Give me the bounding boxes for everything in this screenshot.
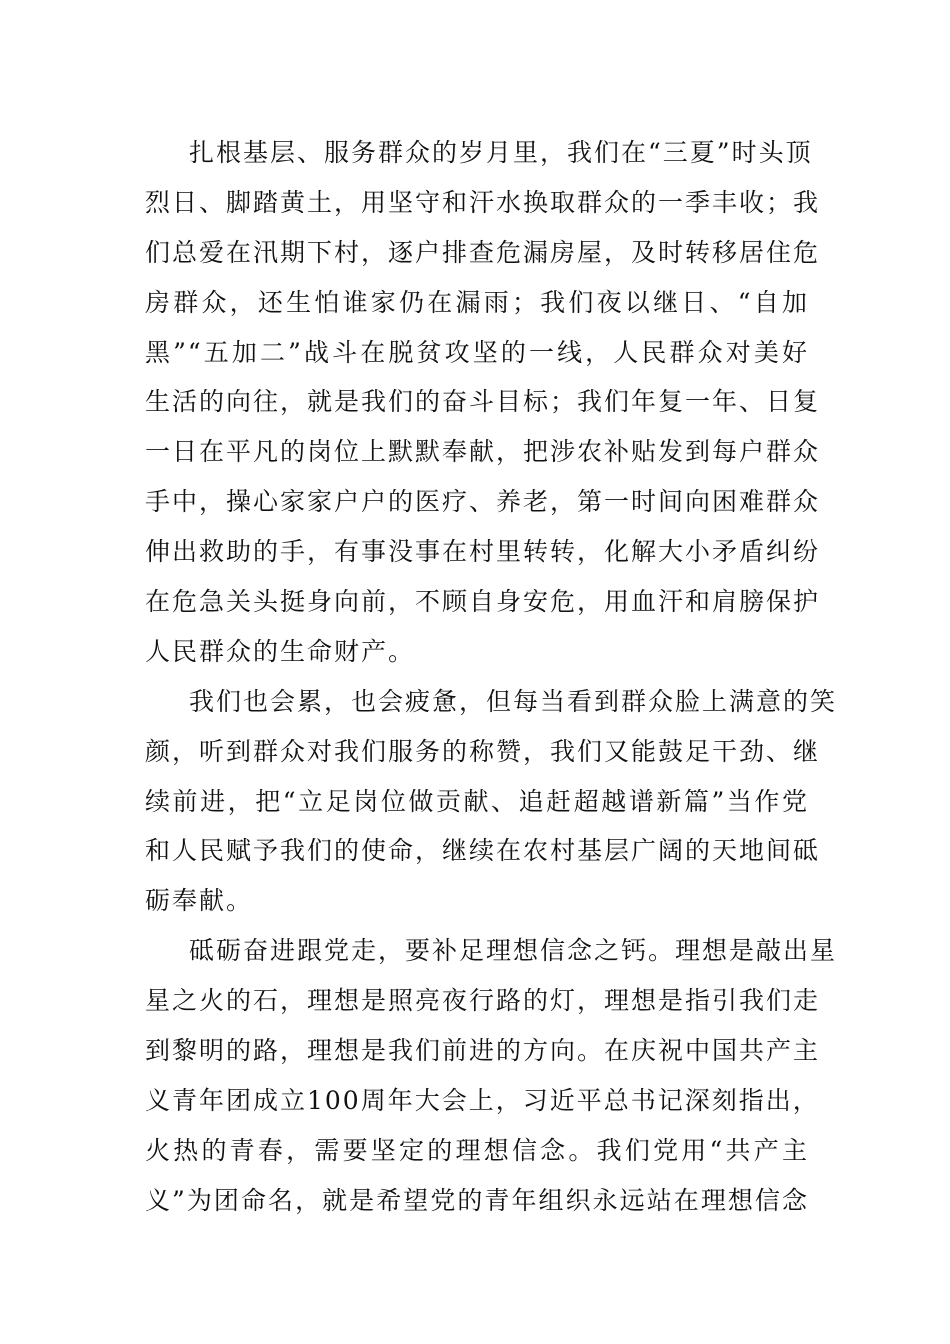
paragraph-3: [145, 926, 838, 1225]
text-line: 烈日、脚踏黄土，用坚守和汗水换取群众的一季丰收；我: [145, 187, 821, 217]
text-line: 我们也会累，也会疲惫，但每当看到群众脸上满意的笑: [189, 686, 838, 716]
text-line: 们总爱在汛期下村，逐户排查危漏房屋，及时转移居住危: [145, 237, 821, 267]
text-line: 和人民赋予我们的使命，继续在农村基层广阔的天地间砥: [145, 836, 821, 866]
paragraph-2: [145, 677, 838, 926]
text-line: 一日在平凡的岗位上默默奉献，把涉农补贴发到每户群众: [145, 437, 821, 467]
text-line: 义”为团命名，就是希望党的青年组织永远站在理想信念: [145, 1185, 809, 1215]
document-body: [145, 128, 838, 1226]
text-line: 生活的向往，就是我们的奋斗目标；我们年复一年、日复: [145, 387, 821, 417]
text-line: 伸出救助的手，有事没事在村里转转，化解大小矛盾纠纷: [145, 537, 821, 567]
text-line: 人民群众的生命财产。: [145, 636, 416, 666]
text-line: 火热的青春，需要坚定的理想信念。我们党用“共产主: [145, 1135, 809, 1165]
text-line: 义青年团成立100周年大会上，习近平总书记深刻指出，: [145, 1085, 820, 1115]
text-line: 在危急关头挺身向前，不顾自身安危，用血汗和肩膀保护: [145, 587, 821, 617]
text-line: 颜，听到群众对我们服务的称赞，我们又能鼓足干劲、继: [145, 736, 821, 766]
text-line: 砥砺奋进跟党走，要补足理想信念之钙。理想是敲出星: [189, 936, 838, 966]
text-line: 续前进，把“立足岗位做贡献、追赶超越谱新篇”当作党: [145, 786, 809, 816]
text-line: 到黎明的路，理想是我们前进的方向。在庆祝中国共产主: [145, 1036, 821, 1066]
text-line: 扎根基层、服务群众的岁月里，我们在“三夏”时头顶: [189, 138, 813, 167]
text-line: 黑”“五加二”战斗在脱贫攻坚的一线，人民群众对美好: [145, 337, 809, 367]
text-line: 星之火的石，理想是照亮夜行路的灯，理想是指引我们走: [145, 986, 821, 1016]
text-line: 房群众，还生怕谁家仍在漏雨；我们夜以继日、“自加: [145, 287, 809, 317]
paragraph-1: [145, 128, 821, 677]
text-line: 砺奉献。: [145, 886, 254, 916]
text-line: 手中，操心家家户户的医疗、养老，第一时间向困难群众: [145, 487, 821, 517]
